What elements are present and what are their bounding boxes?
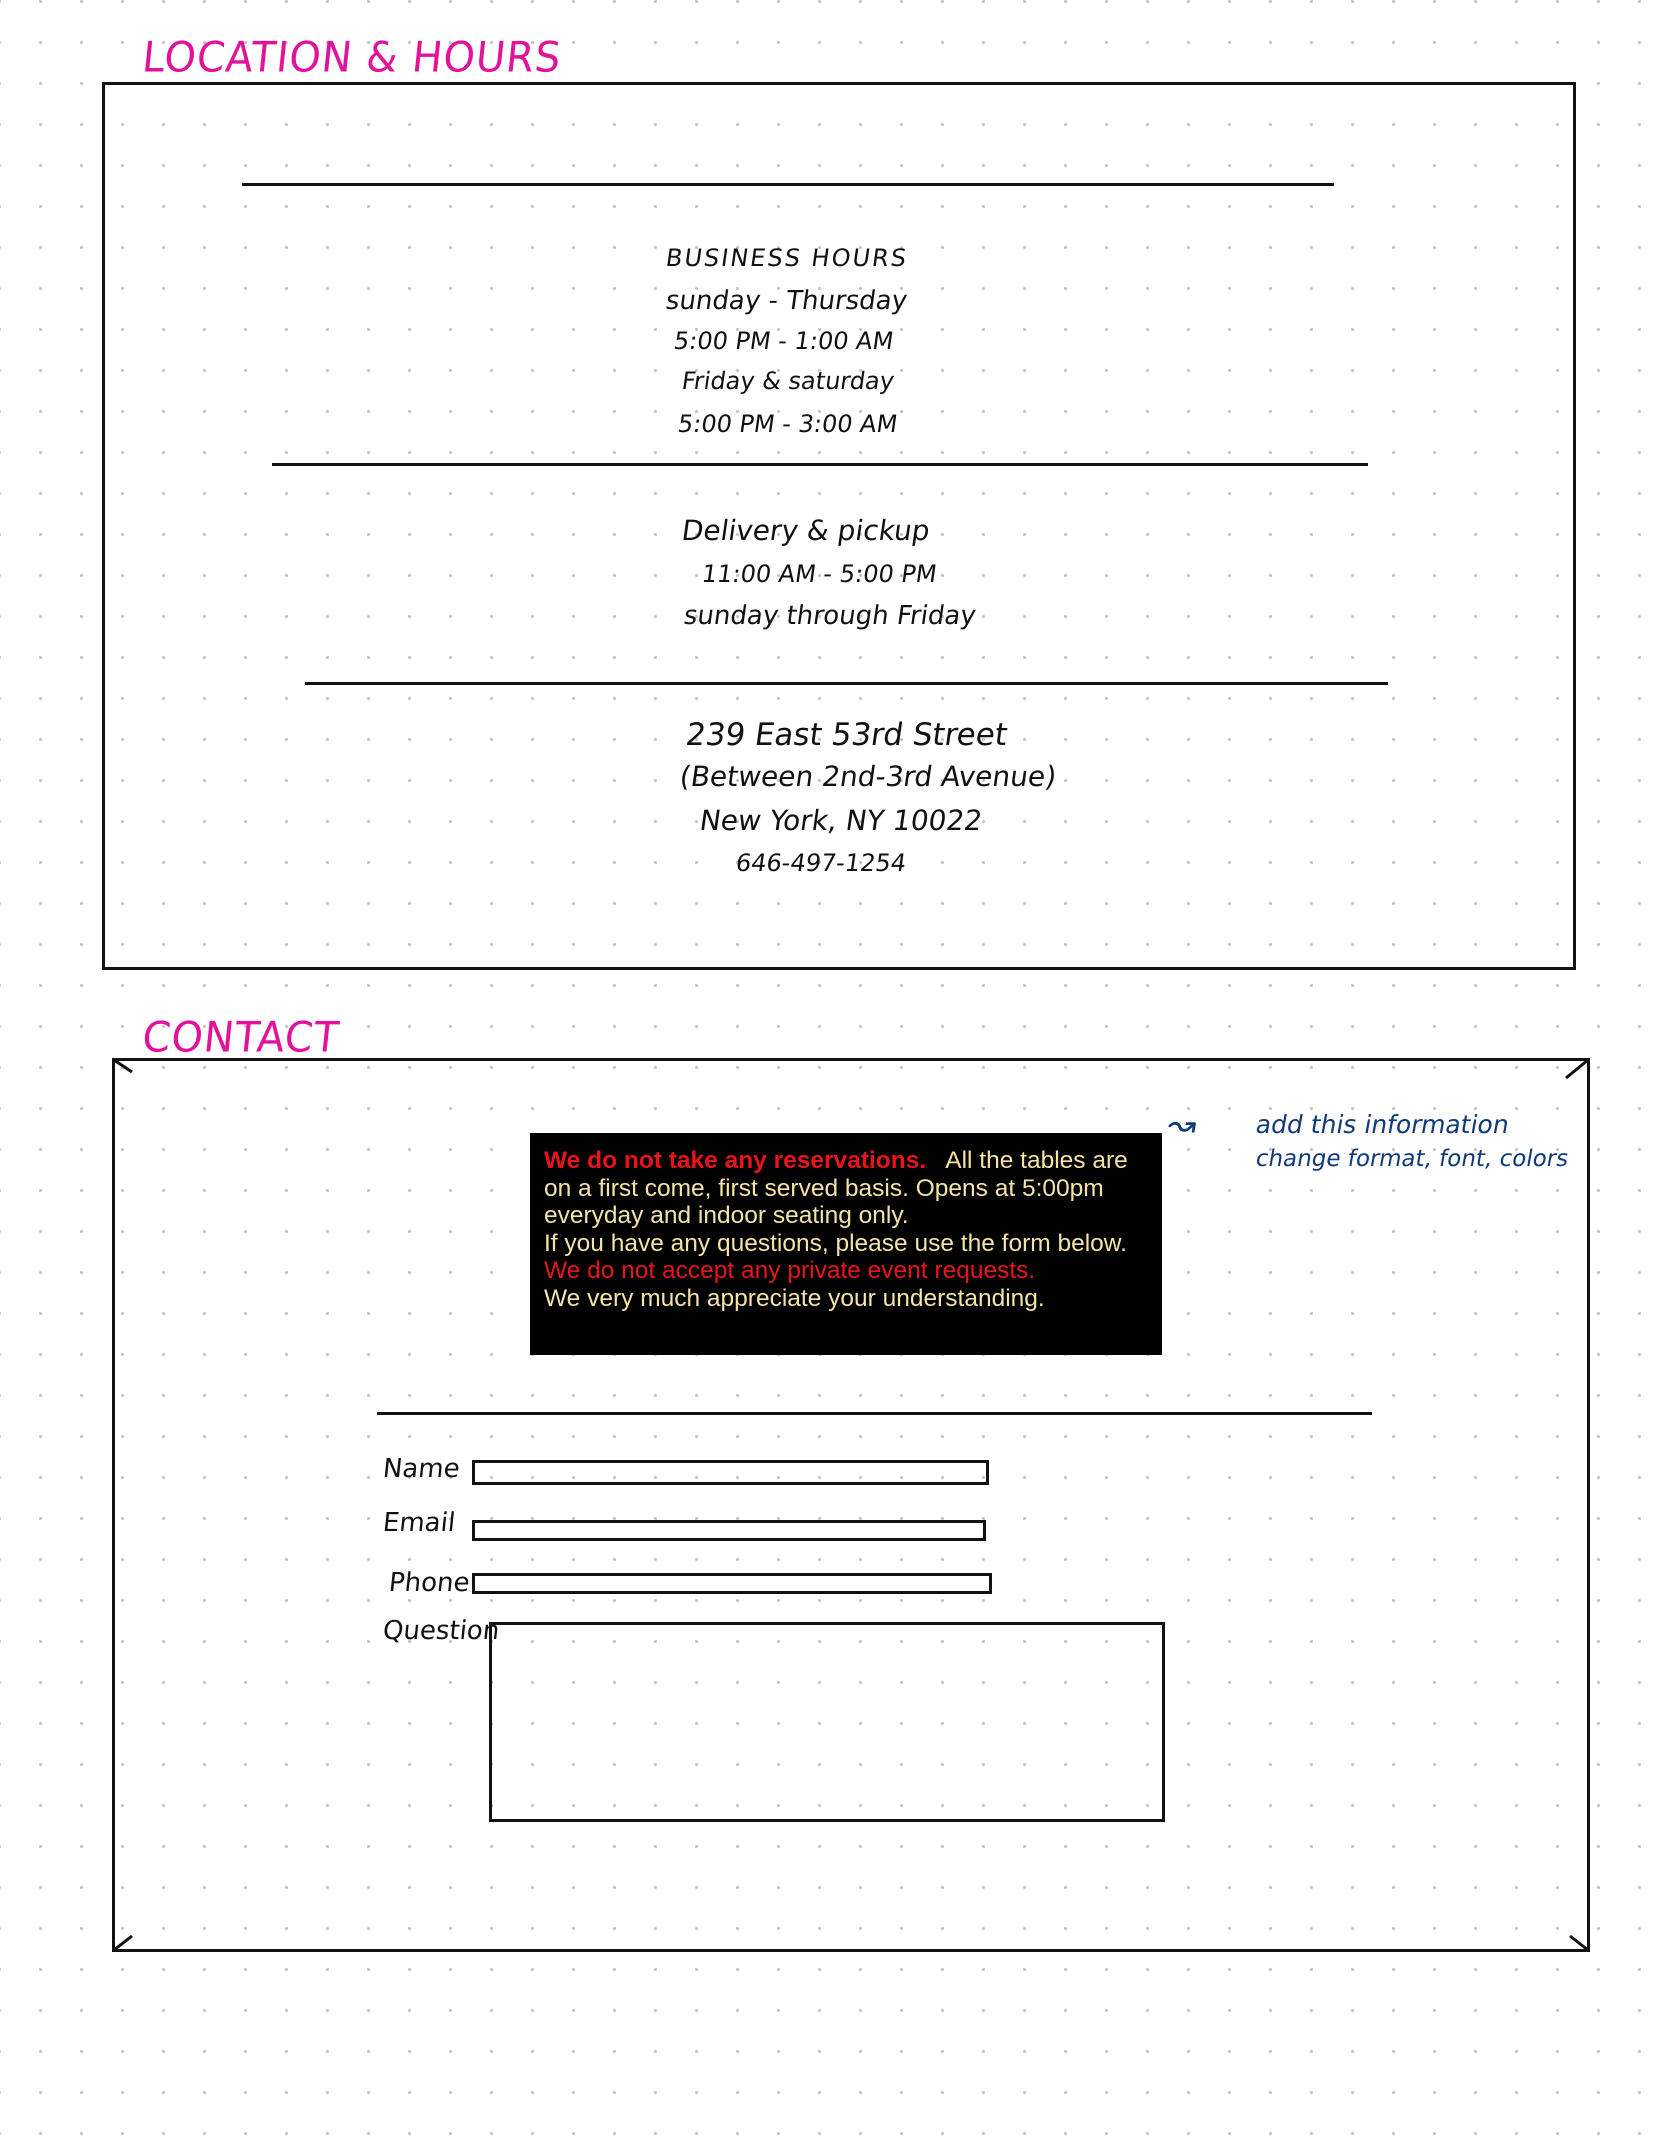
- name-label: Name: [381, 1454, 462, 1484]
- address-between: (Between 2nd-3rd Avenue): [677, 760, 1059, 793]
- delivery-time: 11:00 AM - 5:00 PM: [700, 560, 939, 588]
- business-hours-heading: BUSINESS HOURS: [664, 244, 910, 272]
- phone-input[interactable]: [472, 1573, 992, 1594]
- divider-hours: [272, 463, 1368, 466]
- name-input[interactable]: [472, 1460, 989, 1485]
- reservation-notice: [530, 1133, 1162, 1355]
- divider-form: [377, 1412, 1372, 1415]
- address-phone: 646-497-1254: [734, 849, 908, 877]
- business-hours-days-2: Friday & saturday: [680, 367, 897, 395]
- notice-yellow-2: If you have any questions, please use the form below.: [544, 1229, 1127, 1257]
- notice-yellow-1: All the tables are on a first come, first served basis. Opens at 5:00pm everyday and indoor seating only.: [544, 1147, 1128, 1229]
- address-street: 239 East 53rd Street: [683, 717, 1010, 753]
- annotation-arrow-icon: ↝: [1164, 1105, 1201, 1145]
- address-city: New York, NY 10022: [697, 804, 985, 837]
- notice-red-1: We do not take any reservations.: [544, 1147, 927, 1174]
- notice-red-2: We do not accept any private event requests.: [544, 1257, 1036, 1284]
- question-label: Question: [381, 1616, 501, 1646]
- divider-top: [242, 183, 1334, 186]
- contact-section-label: CONTACT: [140, 1013, 342, 1062]
- business-hours-time-1: 5:00 PM - 1:00 AM: [672, 327, 896, 355]
- annotation-line-2: change format, font, colors: [1253, 1146, 1571, 1172]
- divider-delivery: [305, 682, 1388, 685]
- location-section-label: LOCATION & HOURS: [140, 33, 564, 82]
- delivery-heading: Delivery & pickup: [679, 514, 933, 547]
- business-hours-days-1: sunday - Thursday: [663, 286, 910, 316]
- phone-label: Phone: [387, 1568, 472, 1598]
- email-input[interactable]: [472, 1520, 986, 1541]
- notice-yellow-3: We very much appreciate your understanding.: [544, 1284, 1045, 1312]
- question-textarea[interactable]: [489, 1622, 1165, 1822]
- business-hours-time-2: 5:00 PM - 3:00 AM: [676, 410, 900, 438]
- annotation-line-1: add this information: [1253, 1110, 1512, 1139]
- email-label: Email: [381, 1508, 457, 1538]
- delivery-days: sunday through Friday: [681, 601, 978, 631]
